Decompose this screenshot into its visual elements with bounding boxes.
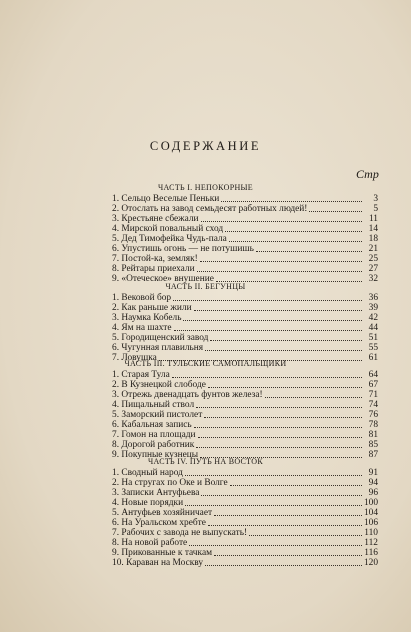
toc-entry-title: 3. Наумка Кобель [112,313,182,323]
toc-entry-page: 106 [363,518,378,528]
toc-entry-title: 3. Крестьяне сбежали [112,214,199,224]
toc-entry-page: 3 [373,194,378,204]
toc-entry-page: 91 [368,468,378,478]
toc-entry [112,440,378,450]
dot-leader [183,320,362,321]
toc-entry-page: 32 [368,274,378,284]
toc-entry [112,538,378,548]
toc-entry-page: 42 [368,313,378,323]
dot-leader [205,565,362,566]
dot-leader [185,505,362,506]
toc-entry-page: 87 [368,450,378,460]
toc-entry-title: 4. Новые порядки [112,498,184,508]
toc-entry-title: 5. Заморский пистолет [112,410,203,420]
toc-entry-title: 2. В Кузнецкой слободе [112,380,206,390]
toc-entry-title: 8. Дорогой работник [112,440,195,450]
toc-entry [112,244,378,254]
toc-entry [112,204,378,214]
toc-entry-page: 21 [368,244,378,254]
toc-entry-title: 6. Чугунная плавильня [112,343,204,353]
toc-entry-page: 18 [368,234,378,244]
toc-entry [112,468,378,478]
toc-entry [112,323,378,333]
dot-leader [198,437,362,438]
toc-entry-title: 4. Мирской повальный сход [112,224,224,234]
toc-entry [112,214,378,224]
toc-entry [112,430,378,440]
toc-entry [112,558,378,568]
toc-entry-title: 1. Сельцо Веселые Пеньки [112,194,220,204]
toc-entry-title: 1. Старая Тула [112,370,170,380]
toc-entry-title: 2. На стругах по Оке и Волге [112,478,228,488]
toc-entry [112,313,378,323]
toc-entry-page: 85 [368,440,378,450]
toc-entry [112,370,378,380]
toc-entry-page: 11 [368,214,378,224]
dot-leader [205,350,362,351]
toc-title: СОДЕРЖАНИЕ [149,139,262,153]
dot-leader [214,555,362,556]
part-3-heading: ЧАСТЬ III. ТУЛЬСКИЕ САМОПАЛЬЩИКИ [124,359,287,368]
toc-entry-title: 2. Как раньше жили [112,303,192,313]
dot-leader [256,251,362,252]
toc-entry-page: 76 [368,410,378,420]
toc-entry-title: 6. На Уральском хребте [112,518,206,528]
toc-entry-page: 96 [368,488,378,498]
toc-entry-title: 6. Кабальная запись [112,420,192,430]
toc-entry [112,548,378,558]
part-1-list [112,194,378,284]
part-4-list [112,468,378,568]
toc-entry-page: 112 [364,538,378,548]
toc-entry-title: 9. «Отеческое» внушение [112,274,214,284]
toc-entry-title: 6. Упустишь огонь — не потушишь [112,244,254,254]
toc-entry-page: 78 [368,420,378,430]
toc-entry-page: 39 [368,303,378,313]
toc-entry-title: 8. На новой работе [112,538,188,548]
dot-leader [230,485,362,486]
toc-entry-title: 4. Пищальный ствол [112,400,195,410]
toc-entry-title: 8. Рейтары приехали [112,264,195,274]
toc-entry-page: 120 [363,558,378,568]
toc-entry-page: 116 [364,548,378,558]
page-column-label: Стр [356,167,379,181]
toc-entry-title: 10. Караван на Москву [112,558,204,568]
toc-entry-page: 5 [373,204,378,214]
toc-entry-page: 71 [368,390,378,400]
dot-leader [196,407,362,408]
toc-entry [112,528,378,538]
toc-entry-page: 55 [368,343,378,353]
dot-leader [189,545,362,546]
toc-entry-page: 94 [368,478,378,488]
dot-leader [208,387,362,388]
toc-entry [112,478,378,488]
dot-leader [309,211,362,212]
part-2-heading: ЧАСТЬ II. БЕГУНЦЫ [165,282,246,291]
dot-leader [265,397,362,398]
toc-entry [112,380,378,390]
toc-entry-page: 74 [368,400,378,410]
dot-leader [229,241,362,242]
toc-entry-title: 5. Городищенский завод [112,333,209,343]
dot-leader [214,515,362,516]
dot-leader [194,310,362,311]
dot-leader [225,231,362,232]
dot-leader [208,525,362,526]
toc-entry [112,343,378,353]
toc-entry-page: 61 [368,353,378,363]
dot-leader [201,495,362,496]
dot-leader [221,201,362,202]
toc-entry [112,303,378,313]
dot-leader [185,475,362,476]
toc-entry-page: 27 [368,264,378,274]
toc-entry [112,254,378,264]
dot-leader [196,447,362,448]
toc-entry-title: 3. Отрежь двенадцать фунтов железа! [112,390,263,400]
toc-entry [112,293,378,303]
toc-entry-title: 1. Сводный народ [112,468,183,478]
toc-entry [112,498,378,508]
toc-entry-title: 4. Ям на шахте [112,323,172,333]
dot-leader [172,377,362,378]
toc-entry-title: 1. Вековой бор [112,293,172,303]
toc-entry [112,488,378,498]
toc-entry [112,333,378,343]
part-3-list [112,370,378,460]
toc-entry-title: 5. Антуфьев хозяйничает [112,508,213,518]
toc-entry-title: 9. Прикованные к тачкам [112,548,213,558]
dot-leader [210,340,362,341]
toc-entry [112,400,378,410]
part-4-heading: ЧАСТЬ IV. ПУТЬ НА ВОСТОК [148,457,263,466]
toc-entry-page: 81 [368,430,378,440]
toc-entry-title: 7. Ловушка [112,353,157,363]
dot-leader [204,417,362,418]
toc-entry [112,224,378,234]
part-2-list [112,293,378,363]
dot-leader [197,271,362,272]
toc-entry-page: 14 [368,224,378,234]
toc-entry-page: 36 [368,293,378,303]
dot-leader [194,427,362,428]
toc-entry [112,518,378,528]
toc-entry [112,508,378,518]
dot-leader [173,300,362,301]
toc-entry [112,420,378,430]
toc-entry-page: 44 [368,323,378,333]
toc-entry-page: 67 [368,380,378,390]
toc-entry-page: 51 [368,333,378,343]
toc-entry [112,390,378,400]
toc-entry-page: 64 [368,370,378,380]
toc-entry-title: 3. Записки Антуфьева [112,488,200,498]
dot-leader [249,535,362,536]
toc-entry [112,194,378,204]
dot-leader [200,261,362,262]
toc-entry-page: 25 [368,254,378,264]
toc-entry-title: 7. Постой-ка, земляк! [112,254,198,264]
part-1-heading: ЧАСТЬ I. НЕПОКОРНЫЕ [158,183,253,192]
dot-leader [174,330,362,331]
toc-entry-title: 9. Покупные кузнецы [112,450,199,460]
toc-entry-page: 100 [363,498,378,508]
toc-entry [112,234,378,244]
toc-entry-title: 7. Рабочих с завода не выпускать! [112,528,248,538]
toc-entry-page: 104 [363,508,378,518]
toc-entry [112,410,378,420]
toc-entry [112,264,378,274]
toc-entry-title: 2. Отослать на завод семьдесят работных людей! [112,204,308,214]
dot-leader [201,221,362,222]
toc-entry-title: 5. Дед Тимофейка Чудь-пала [112,234,227,244]
toc-entry-page: 110 [364,528,378,538]
toc-entry-title: 7. Гомон на площади [112,430,196,440]
